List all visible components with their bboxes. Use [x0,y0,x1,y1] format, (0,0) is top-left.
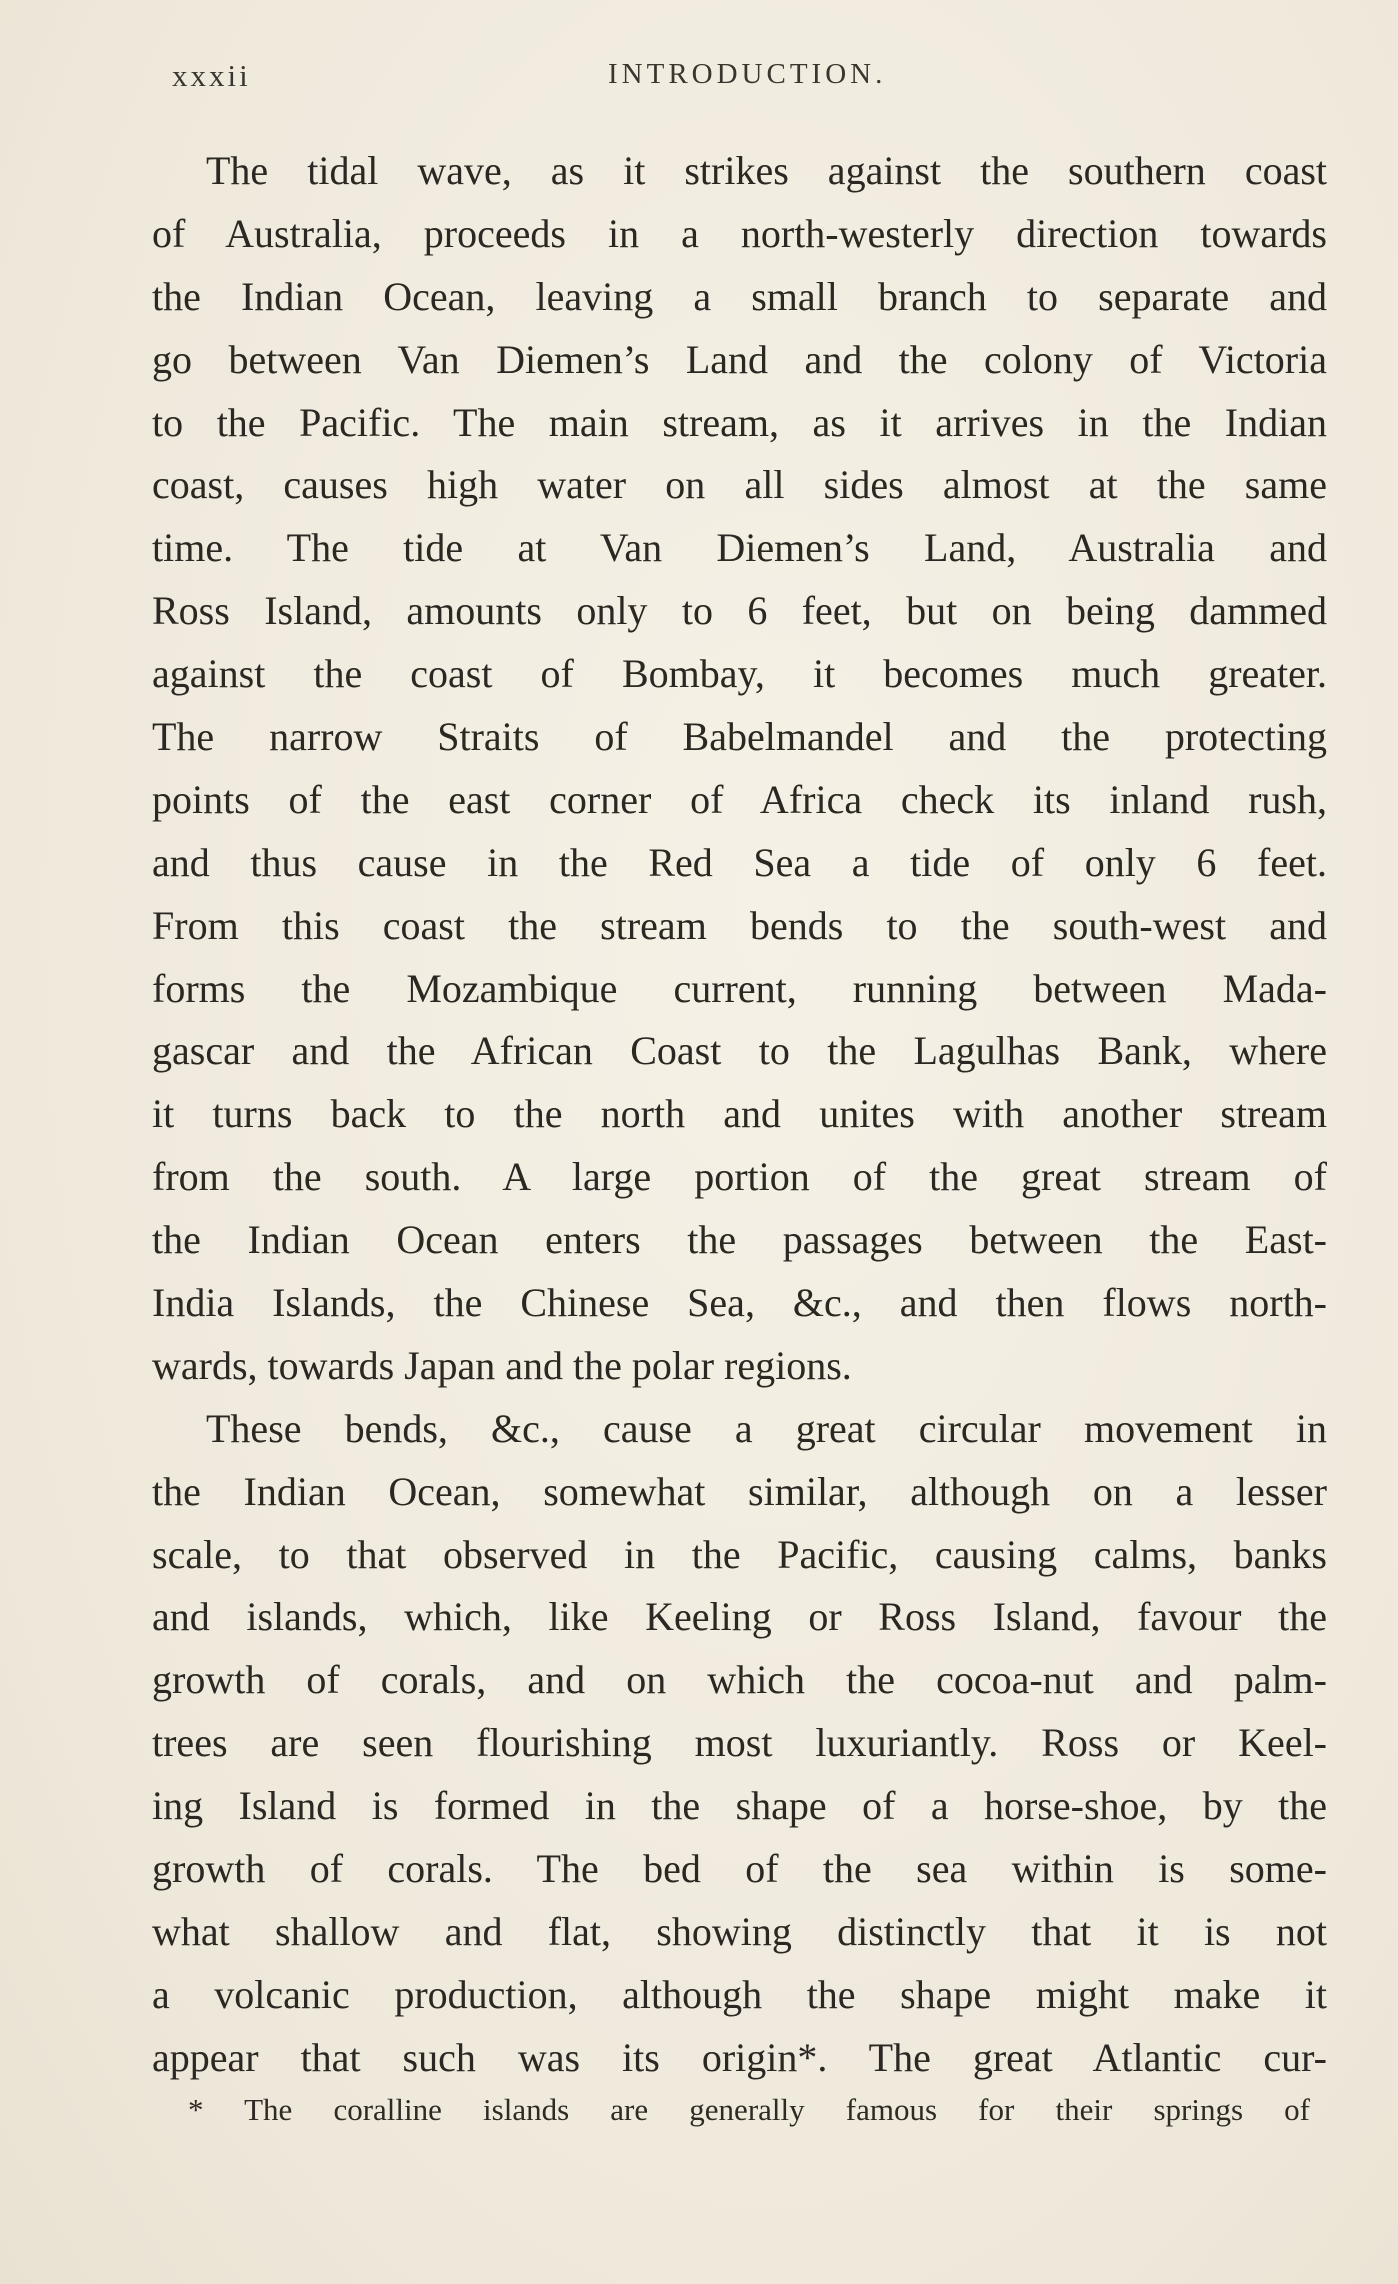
running-title: INTRODUCTION. [608,58,887,90]
footnote: * The coralline islands are generally famous for their springs of [188,2092,1310,2127]
body-text [152,140,1327,2090]
text-line: a volcanic production, although the shape might make it [152,1971,1327,2017]
text-line: India Islands, the Chinese Sea, &c., and then flows north- [152,1280,1327,1326]
text-line: scale, to that observed in the Pacific, causing calms, banks [152,1531,1327,1577]
text-line: trees are seen flourishing most luxuriantly. Ross or Keel- [152,1720,1327,1766]
text-line: points of the east corner of Africa check its inland rush, [152,776,1327,822]
text-line: and islands, which, like Keeling or Ross Island, favour the [152,1594,1327,1640]
text-line: time. The tide at Van Diemen’s Land, Australia and [152,525,1327,571]
text-line: against the coast of Bombay, it becomes much greater. [152,651,1327,697]
text-line: wards, towards Japan and the polar regions. [152,1342,852,1388]
text-line: the Indian Ocean, somewhat similar, although on a lesser [152,1468,1327,1514]
text-line: The tidal wave, as it strikes against the southern coast [206,148,1327,193]
text-line: growth of corals. The bed of the sea within is some- [152,1846,1327,1892]
text-line: coast, causes high water on all sides almost at the same [152,462,1327,508]
text-line: ing Island is formed in the shape of a horse-shoe, by the [152,1783,1327,1829]
text-line: and thus cause in the Red Sea a tide of only 6 feet. [152,839,1327,885]
text-line: of Australia, proceeds in a north-westerly direction towards [152,210,1327,256]
page-number: xxxii [172,58,251,93]
text-line: Ross Island, amounts only to 6 feet, but on being dammed [152,588,1327,634]
text-line: what shallow and flat, showing distinctly that it is not [152,1908,1327,1954]
running-head [0,58,1398,98]
text-line: forms the Mozambique current, running between Mada- [152,965,1327,1011]
text-line: appear that such was its origin*. The great Atlantic cur- [152,2034,1327,2080]
text-line: from the south. A large portion of the great stream of [152,1154,1327,1200]
text-line: it turns back to the north and unites with another stream [152,1091,1327,1137]
text-line: go between Van Diemen’s Land and the colony of Victoria [152,336,1327,382]
text-line: the Indian Ocean, leaving a small branch to separate and [152,273,1327,319]
text-line: growth of corals, and on which the cocoa-nut and palm- [152,1657,1327,1703]
text-line: the Indian Ocean enters the passages between the East- [152,1217,1327,1263]
text-line: These bends, &c., cause a great circular movement in [206,1405,1327,1451]
text-line: The narrow Straits of Babelmandel and the protecting [152,714,1327,760]
text-line: gascar and the African Coast to the Lagulhas Bank, where [152,1028,1327,1074]
text-line: From this coast the stream bends to the south-west and [152,902,1327,948]
text-line: to the Pacific. The main stream, as it arrives in the Indian [152,399,1327,445]
